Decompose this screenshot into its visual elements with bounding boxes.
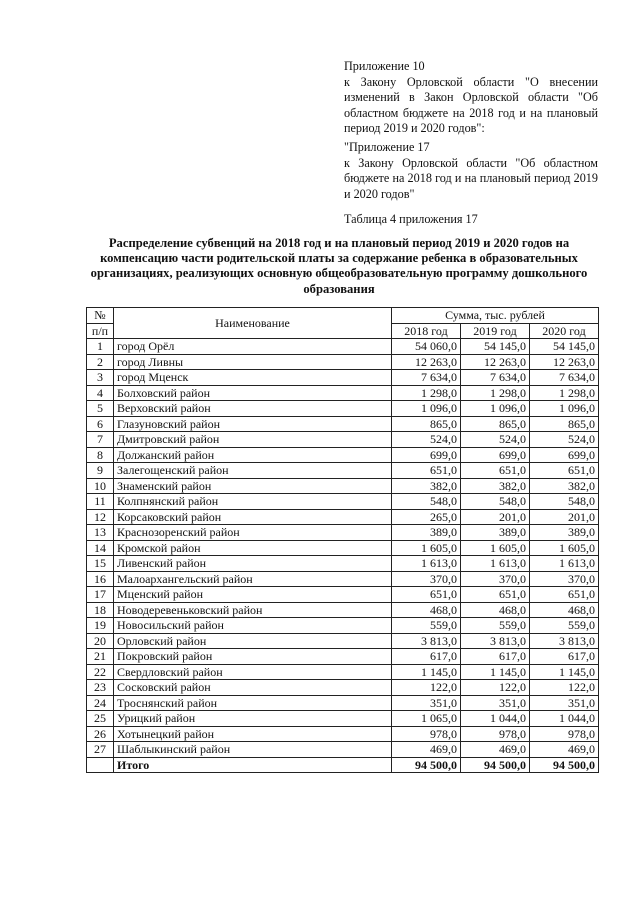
value-2019: 54 145,0: [461, 339, 530, 355]
appendix-block-1: [344, 59, 598, 137]
row-number: 3: [87, 370, 114, 386]
value-2020: 382,0: [530, 478, 599, 494]
document-title: Распределение субвенций на 2018 год и на плановый период 2019 и 2020 годов на компенсацию части родительской платы за содержание ребенка в образовательных организациях, реализующих основную общеобразовательную программу дошкольного образования: [90, 236, 588, 296]
value-2020: 54 145,0: [530, 339, 599, 355]
total-value-2019: 94 500,0: [461, 757, 530, 773]
value-2018: 1 096,0: [392, 401, 461, 417]
value-2020: 370,0: [530, 571, 599, 587]
row-name: Хотынецкий район: [114, 726, 392, 742]
table-row: [87, 664, 599, 680]
table-row: [87, 602, 599, 618]
row-name: Мценский район: [114, 587, 392, 603]
row-name: Верховский район: [114, 401, 392, 417]
value-2019: 7 634,0: [461, 370, 530, 386]
row-number: 20: [87, 633, 114, 649]
value-2020: 978,0: [530, 726, 599, 742]
row-number: 9: [87, 463, 114, 479]
value-2019: 3 813,0: [461, 633, 530, 649]
value-2019: 1 044,0: [461, 711, 530, 727]
value-2020: 651,0: [530, 587, 599, 603]
row-name: Должанский район: [114, 447, 392, 463]
row-name: Болховский район: [114, 385, 392, 401]
value-2020: 351,0: [530, 695, 599, 711]
value-2020: 524,0: [530, 432, 599, 448]
value-2018: 122,0: [392, 680, 461, 696]
row-name: Малоархангельский район: [114, 571, 392, 587]
row-name: Свердловский район: [114, 664, 392, 680]
row-name: Новосильский район: [114, 618, 392, 634]
col-name-header: Наименование: [114, 308, 392, 339]
value-2020: 1 298,0: [530, 385, 599, 401]
table-row: [87, 385, 599, 401]
row-number: 18: [87, 602, 114, 618]
value-2018: 651,0: [392, 587, 461, 603]
value-2020: 1 145,0: [530, 664, 599, 680]
value-2018: 12 263,0: [392, 354, 461, 370]
table-row: [87, 726, 599, 742]
row-name: Новодеревеньковский район: [114, 602, 392, 618]
value-2019: 699,0: [461, 447, 530, 463]
value-2018: 1 065,0: [392, 711, 461, 727]
value-2019: 548,0: [461, 494, 530, 510]
value-2020: 651,0: [530, 463, 599, 479]
table-row: [87, 680, 599, 696]
row-number: 26: [87, 726, 114, 742]
value-2018: 617,0: [392, 649, 461, 665]
value-2019: 370,0: [461, 571, 530, 587]
table-row: [87, 432, 599, 448]
value-2020: 559,0: [530, 618, 599, 634]
value-2020: 3 813,0: [530, 633, 599, 649]
row-name: Урицкий район: [114, 711, 392, 727]
col-num-header-top: №: [87, 308, 114, 324]
value-2019: 1 145,0: [461, 664, 530, 680]
value-2018: 351,0: [392, 695, 461, 711]
value-2019: 1 613,0: [461, 556, 530, 572]
table-row: [87, 401, 599, 417]
row-number: 2: [87, 354, 114, 370]
row-name: Шаблыкинский район: [114, 742, 392, 758]
value-2018: 559,0: [392, 618, 461, 634]
table-row: [87, 416, 599, 432]
table-row: [87, 525, 599, 541]
table-row: [87, 463, 599, 479]
table-row: [87, 571, 599, 587]
value-2019: 978,0: [461, 726, 530, 742]
row-number: 10: [87, 478, 114, 494]
value-2018: 7 634,0: [392, 370, 461, 386]
row-number: 23: [87, 680, 114, 696]
row-number: 1: [87, 339, 114, 355]
value-2020: 122,0: [530, 680, 599, 696]
table-row: [87, 494, 599, 510]
value-2018: 651,0: [392, 463, 461, 479]
value-2019: 122,0: [461, 680, 530, 696]
year-header-2019: 2019 год: [461, 323, 530, 339]
row-name: Глазуновский район: [114, 416, 392, 432]
row-number: 13: [87, 525, 114, 541]
row-name: Краснозоренский район: [114, 525, 392, 541]
year-header-2020: 2020 год: [530, 323, 599, 339]
value-2018: 468,0: [392, 602, 461, 618]
row-number: 4: [87, 385, 114, 401]
row-name: Залегощенский район: [114, 463, 392, 479]
value-2020: 7 634,0: [530, 370, 599, 386]
row-number: 7: [87, 432, 114, 448]
value-2019: 469,0: [461, 742, 530, 758]
value-2018: 1 145,0: [392, 664, 461, 680]
row-name: город Орёл: [114, 339, 392, 355]
row-name: Дмитровский район: [114, 432, 392, 448]
row-number: 15: [87, 556, 114, 572]
value-2020: 1 096,0: [530, 401, 599, 417]
table-row: [87, 633, 599, 649]
row-name: Колпнянский район: [114, 494, 392, 510]
value-2018: 548,0: [392, 494, 461, 510]
total-value-2018: 94 500,0: [392, 757, 461, 773]
value-2020: 201,0: [530, 509, 599, 525]
value-2018: 699,0: [392, 447, 461, 463]
value-2019: 651,0: [461, 587, 530, 603]
value-2020: 469,0: [530, 742, 599, 758]
row-number: 8: [87, 447, 114, 463]
row-number: 19: [87, 618, 114, 634]
value-2019: 1 096,0: [461, 401, 530, 417]
row-name: Орловский район: [114, 633, 392, 649]
year-header-2018: 2018 год: [392, 323, 461, 339]
table-row: [87, 649, 599, 665]
value-2020: 12 263,0: [530, 354, 599, 370]
value-2018: 1 605,0: [392, 540, 461, 556]
value-2018: 1 298,0: [392, 385, 461, 401]
appendix-1-line-2: к Закону Орловской области "О внесении изменений в Закон Орловской области "Об областном бюджете на 2018 год и на плановый период 2019 и 2020 годов":: [344, 74, 598, 135]
value-2018: 978,0: [392, 726, 461, 742]
appendix-1-line-1: Приложение 10: [344, 59, 425, 73]
value-2019: 651,0: [461, 463, 530, 479]
value-2019: 382,0: [461, 478, 530, 494]
table-row: [87, 695, 599, 711]
total-row-number: [87, 757, 114, 773]
value-2020: 699,0: [530, 447, 599, 463]
row-number: 25: [87, 711, 114, 727]
value-2018: 1 613,0: [392, 556, 461, 572]
value-2019: 351,0: [461, 695, 530, 711]
value-2018: 370,0: [392, 571, 461, 587]
value-2020: 389,0: [530, 525, 599, 541]
value-2019: 468,0: [461, 602, 530, 618]
table-row: [87, 354, 599, 370]
table-row: [87, 370, 599, 386]
table-reference: Таблица 4 приложения 17: [344, 212, 478, 226]
row-name: Кромской район: [114, 540, 392, 556]
row-number: 17: [87, 587, 114, 603]
appendix-block-2: [344, 140, 598, 202]
row-name: Покровский район: [114, 649, 392, 665]
table-row: [87, 711, 599, 727]
table-row: [87, 540, 599, 556]
value-2019: 559,0: [461, 618, 530, 634]
total-row-name: Итого: [114, 757, 392, 773]
value-2019: 389,0: [461, 525, 530, 541]
table-row: [87, 478, 599, 494]
value-2018: 524,0: [392, 432, 461, 448]
appendix-2-line-2: к Закону Орловской области "Об областном бюджете на 2018 год и на плановый период 2019 и 2020 годов": [344, 155, 598, 201]
table-row: [87, 742, 599, 758]
row-number: 16: [87, 571, 114, 587]
table-row: [87, 587, 599, 603]
row-number: 22: [87, 664, 114, 680]
row-name: Сосковский район: [114, 680, 392, 696]
table-row: [87, 618, 599, 634]
row-name: Ливенский район: [114, 556, 392, 572]
value-2018: 54 060,0: [392, 339, 461, 355]
row-name: Корсаковский район: [114, 509, 392, 525]
row-name: Знаменский район: [114, 478, 392, 494]
value-2018: 469,0: [392, 742, 461, 758]
value-2019: 865,0: [461, 416, 530, 432]
appendix-2-line-1: "Приложение 17: [344, 140, 430, 154]
value-2020: 468,0: [530, 602, 599, 618]
value-2019: 617,0: [461, 649, 530, 665]
total-value-2020: 94 500,0: [530, 757, 599, 773]
value-2019: 1 605,0: [461, 540, 530, 556]
value-2018: 865,0: [392, 416, 461, 432]
value-2018: 265,0: [392, 509, 461, 525]
row-number: 6: [87, 416, 114, 432]
value-2020: 865,0: [530, 416, 599, 432]
value-2020: 617,0: [530, 649, 599, 665]
row-number: 11: [87, 494, 114, 510]
row-number: 21: [87, 649, 114, 665]
col-num-header-bottom: п/п: [87, 323, 114, 339]
row-name: Троснянский район: [114, 695, 392, 711]
row-number: 14: [87, 540, 114, 556]
row-name: город Мценск: [114, 370, 392, 386]
row-number: 5: [87, 401, 114, 417]
subsidy-table: [86, 307, 599, 773]
value-2018: 3 813,0: [392, 633, 461, 649]
table-row: [87, 447, 599, 463]
row-number: 27: [87, 742, 114, 758]
row-number: 24: [87, 695, 114, 711]
value-2020: 1 044,0: [530, 711, 599, 727]
value-2019: 201,0: [461, 509, 530, 525]
value-2019: 524,0: [461, 432, 530, 448]
value-2020: 1 605,0: [530, 540, 599, 556]
table-row: [87, 556, 599, 572]
col-sum-header: Сумма, тыс. рублей: [392, 308, 599, 324]
table-row: [87, 339, 599, 355]
value-2018: 389,0: [392, 525, 461, 541]
row-number: 12: [87, 509, 114, 525]
value-2020: 548,0: [530, 494, 599, 510]
value-2018: 382,0: [392, 478, 461, 494]
value-2019: 1 298,0: [461, 385, 530, 401]
value-2019: 12 263,0: [461, 354, 530, 370]
table-row: [87, 509, 599, 525]
row-name: город Ливны: [114, 354, 392, 370]
total-row: [87, 757, 599, 773]
value-2020: 1 613,0: [530, 556, 599, 572]
